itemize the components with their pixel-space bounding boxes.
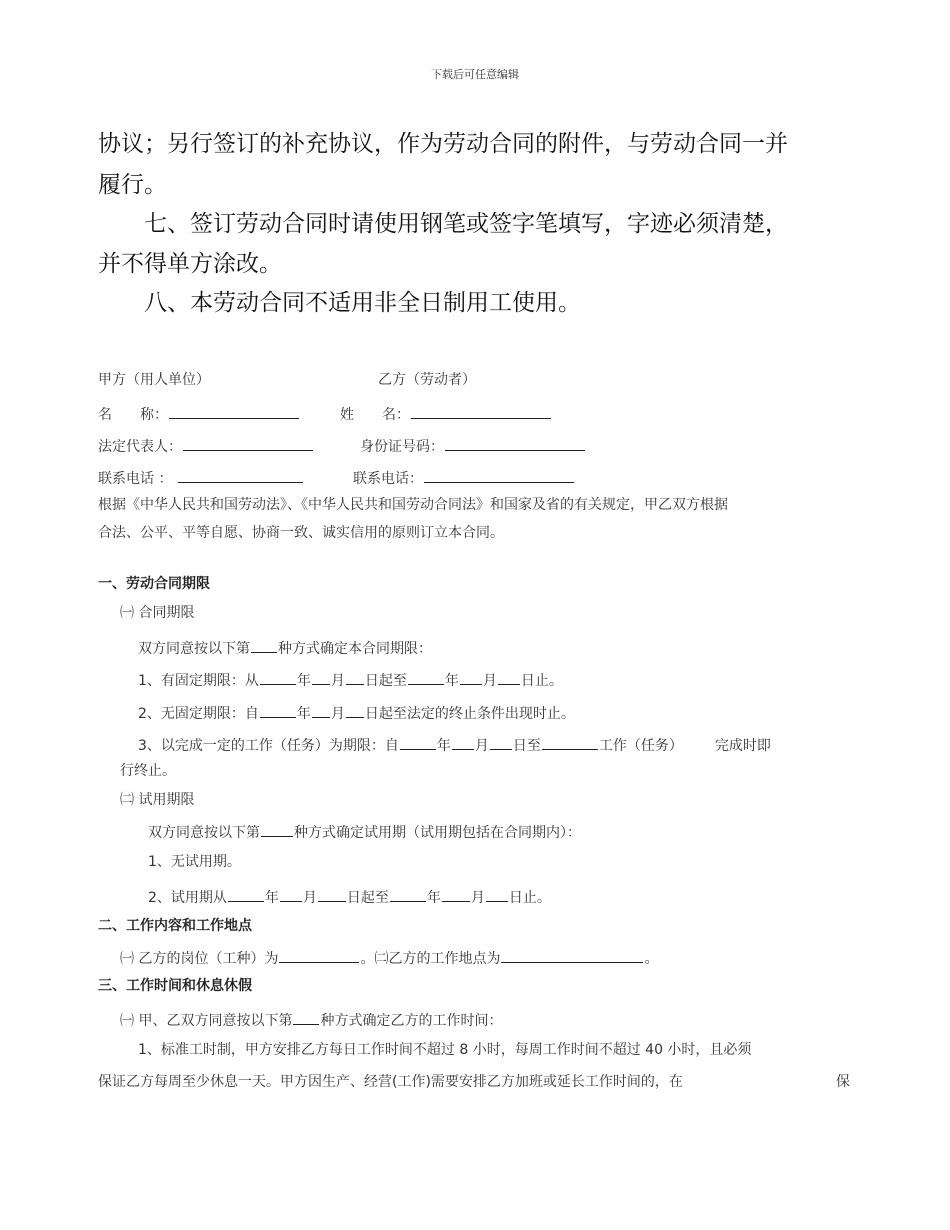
text: ㈠ 乙方的岗位（工种）为 <box>120 951 279 967</box>
employer-phone-row <box>98 468 304 486</box>
trial-choice-field[interactable] <box>261 822 293 837</box>
preamble-line-1: 根据《中华人民共和国劳动法》、《中华人民共和国劳动合同法》和国家及省的有关规定，甲乙双方根据 <box>98 497 728 513</box>
section-3-title: 三、工作时间和休息休假 <box>98 978 252 994</box>
text: 年 <box>264 890 279 906</box>
work-location-field[interactable] <box>501 948 643 963</box>
blank-field[interactable] <box>442 887 470 902</box>
blank-field[interactable] <box>280 887 302 902</box>
blank-field[interactable] <box>408 670 444 685</box>
text: 。 <box>644 951 659 967</box>
standard-hours-line-2: 保证乙方每周至少休息一天。甲方因生产、经营(工作)需要安排乙方加班或延长工作时间的，在 <box>98 1074 683 1090</box>
text: 年 <box>296 706 311 722</box>
standard-hours-line-2-end: 保 <box>836 1074 850 1090</box>
text: 月 <box>302 890 317 906</box>
text: 月 <box>330 706 345 722</box>
id-number-field[interactable] <box>445 436 585 451</box>
preamble-line-2: 合法、公平、平等自愿、协商一致、诚实信用的原则订立本合同。 <box>98 525 504 541</box>
legal-rep-label: 法定代表人： <box>98 439 182 455</box>
employer-name-label: 名 称： <box>98 407 168 423</box>
post-field[interactable] <box>279 948 359 963</box>
text: 双方同意按以下第 <box>148 825 260 841</box>
text: 种方式确定本合同期限： <box>278 641 432 657</box>
blank-field[interactable] <box>312 703 330 718</box>
text: 日止。 <box>520 673 563 689</box>
text: 日起至 <box>346 890 389 906</box>
standard-hours-line-1: 1、标准工时制，甲方安排乙方每日工作时间不超过 8 小时，每周工作时间不超过 40 小时，且必须 <box>138 1042 752 1058</box>
blank-field[interactable] <box>260 703 296 718</box>
text: 年 <box>436 738 451 754</box>
blank-field[interactable] <box>486 887 508 902</box>
text: 1、有固定期限：从 <box>138 673 259 689</box>
task-term-end: 行终止。 <box>120 763 176 779</box>
term-choice-field[interactable] <box>251 638 277 653</box>
employer-phone-field[interactable] <box>178 468 303 483</box>
intro-item-7-line-2: 并不得单方涂改。 <box>98 251 282 277</box>
text: 2、试用期从 <box>148 890 227 906</box>
employee-name-row <box>340 404 552 422</box>
text: 种方式确定乙方的工作时间： <box>320 1013 503 1029</box>
employee-phone-row <box>353 468 575 486</box>
section-1-sub-2: ㈡ 试用期限 <box>120 792 195 808</box>
blank-field[interactable] <box>318 887 346 902</box>
legal-rep-field[interactable] <box>183 436 313 451</box>
blank-field[interactable] <box>490 735 512 750</box>
text: 日止。 <box>508 890 551 906</box>
contract-term-choice <box>138 638 432 656</box>
text: 3、以完成一定的工作（任务）为期限：自 <box>138 738 399 754</box>
text: 种方式确定试用期（试用期包括在合同期内）： <box>294 825 581 841</box>
blank-field[interactable] <box>400 735 436 750</box>
intro-line-1: 协议；另行签订的补充协议，作为劳动合同的附件，与劳动合同一并 <box>98 131 788 157</box>
intro-item-7-line-1: 七、签订劳动合同时请使用钢笔或签字笔填写，字迹必须清楚， <box>144 211 788 237</box>
page-header: 下载后可任意编辑 <box>431 68 519 81</box>
text: 2、无固定期限：自 <box>138 706 259 722</box>
blank-field[interactable] <box>346 703 364 718</box>
fixed-term-line <box>138 670 563 688</box>
employee-phone-field[interactable] <box>424 468 574 483</box>
trial-option-1: 1、无试用期。 <box>148 854 241 870</box>
employee-name-field[interactable] <box>411 404 551 419</box>
text: 月 <box>474 738 489 754</box>
text: 完成时即 <box>714 738 771 754</box>
section-2-title: 二、工作内容和工作地点 <box>98 918 252 934</box>
blank-field[interactable] <box>346 670 364 685</box>
legal-rep-row <box>98 436 314 454</box>
open-term-line <box>138 703 575 721</box>
id-number-label: 身份证号码： <box>360 439 444 455</box>
text: 日起至 <box>364 673 407 689</box>
blank-field[interactable] <box>312 670 330 685</box>
blank-field[interactable] <box>498 670 520 685</box>
intro-line-2: 履行。 <box>98 172 167 198</box>
text: 年 <box>296 673 311 689</box>
work-post-line <box>120 948 658 966</box>
blank-field[interactable] <box>260 670 296 685</box>
trial-choice-line <box>148 822 581 840</box>
party-a-heading: 甲方（用人单位） <box>98 372 210 388</box>
id-number-row <box>360 436 586 454</box>
employee-phone-label: 联系电话： <box>353 471 423 487</box>
text: 月 <box>330 673 345 689</box>
employer-name-field[interactable] <box>169 404 299 419</box>
blank-field[interactable] <box>460 670 482 685</box>
text: 年 <box>426 890 441 906</box>
text: 年 <box>444 673 459 689</box>
text: 工作（任务） <box>598 738 683 754</box>
blank-field[interactable] <box>452 735 474 750</box>
work-time-choice-field[interactable] <box>293 1010 319 1025</box>
employer-phone-label: 联系电话 ： <box>98 471 173 487</box>
blank-field[interactable] <box>228 887 264 902</box>
employee-name-label: 姓 名： <box>340 407 410 423</box>
text: 日起至法定的终止条件出现时止。 <box>364 706 575 722</box>
work-time-choice-line <box>120 1010 502 1028</box>
text: 日至 <box>512 738 541 754</box>
text: 月 <box>482 673 497 689</box>
text: ㈠ 甲、乙双方同意按以下第 <box>120 1013 293 1029</box>
section-1-title: 一、劳动合同期限 <box>98 576 210 592</box>
text: 。㈡乙方的工作地点为 <box>360 951 501 967</box>
text: 月 <box>470 890 485 906</box>
task-field[interactable] <box>542 735 598 750</box>
trial-option-2 <box>148 887 551 905</box>
employer-name-row <box>98 404 300 422</box>
task-term-line <box>138 735 771 753</box>
intro-item-8: 八、本劳动合同不适用非全日制用工使用。 <box>144 290 581 316</box>
text: 双方同意按以下第 <box>138 641 250 657</box>
section-1-sub-1: ㈠ 合同期限 <box>120 605 195 621</box>
blank-field[interactable] <box>390 887 426 902</box>
party-b-heading: 乙方（劳动者） <box>378 372 476 388</box>
